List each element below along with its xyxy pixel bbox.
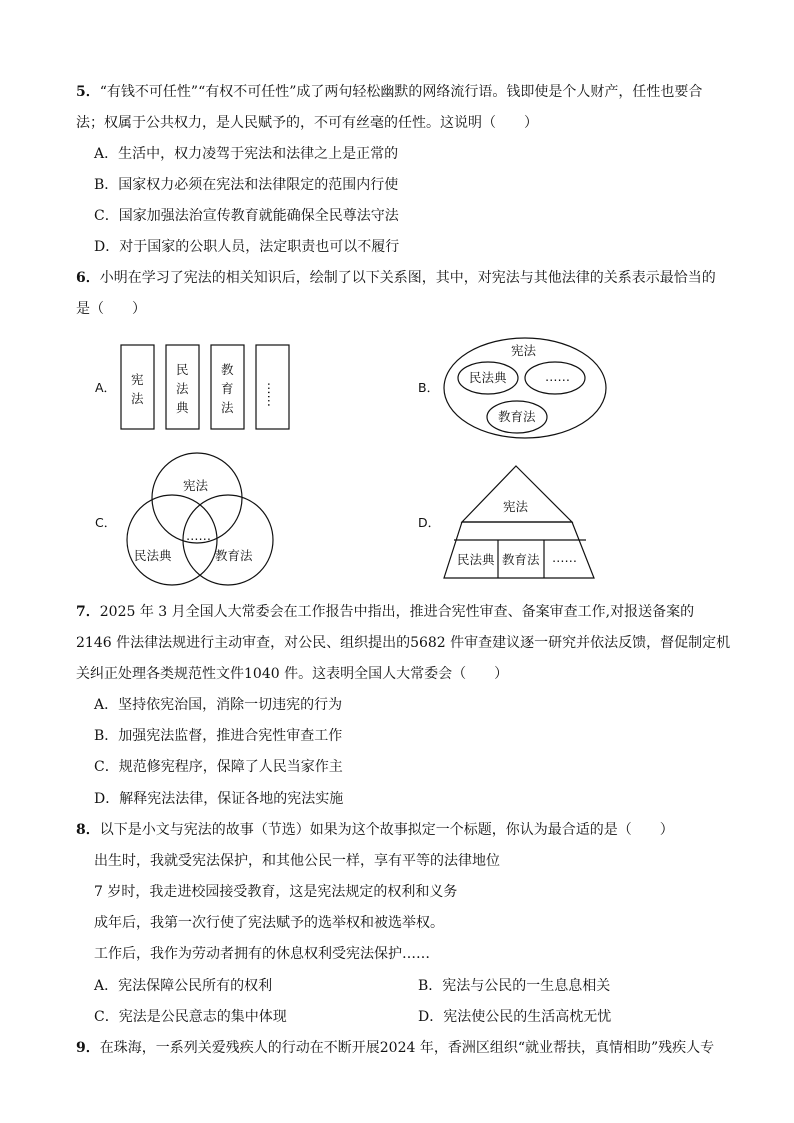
q8-story-2: 7 岁时，我走进校园接受教育，这是宪法规定的权利和义务 xyxy=(94,884,458,900)
q5-line2: 法；权属于公共权力，是人民赋予的，不可有丝毫的任性。这说明（ ） xyxy=(76,115,538,131)
diagram-a-label: A． xyxy=(95,380,117,395)
diagram-c-center-text: …… xyxy=(186,528,211,543)
q8-story-4: 工作后，我作为劳动者拥有的休息权利受宪法保护…… xyxy=(94,946,430,962)
diagram-d-top-text: 宪法 xyxy=(503,499,529,514)
diagram-c-left-text: 民法典 xyxy=(134,548,172,563)
diagram-a-box3-char1: 教 xyxy=(221,362,234,377)
q7-line1 xyxy=(76,602,694,622)
q6-text1: 小明在学习了宪法的相关知识后，绘制了以下关系图，其中，对宪法与其他法律的关系表示最恰当的 xyxy=(99,270,716,286)
q5-number: 5． xyxy=(76,84,100,100)
diagram-d-label: D． xyxy=(418,515,441,530)
diagram-a-box1-char2: 法 xyxy=(131,391,144,406)
diagram-b-label: B． xyxy=(418,380,440,395)
diagram-a-box-1 xyxy=(121,345,154,429)
q5-text1: “有钱不可任性”“有权不可任性”成了两句轻松幽默的网络流行语。钱即使是个人财产，任性也要合 xyxy=(99,84,703,100)
diagram-a-box3-char2: 育 xyxy=(221,381,234,396)
q9-text1: 在珠海，一系列关爱残疾人的行动在不断开展2024 年，香洲区组织“就业帮扶，真情相助”残疾人专 xyxy=(99,1040,715,1056)
diagram-d-bottom-2-text: 教育法 xyxy=(502,552,540,567)
q6-line2: 是（ ） xyxy=(76,301,146,317)
diagram-c-top-text: 宪法 xyxy=(183,478,209,493)
diagram-a-box1-char1: 宪 xyxy=(131,372,144,387)
q5-option-b[interactable]: B．国家权力必须在宪法和法律限定的范围内行使 xyxy=(94,177,399,193)
q8-option-c[interactable]: C．宪法是公民意志的集中体现 xyxy=(94,1009,287,1025)
q9-line1 xyxy=(76,1038,714,1058)
diagram-b-outer-text: 宪法 xyxy=(511,343,537,358)
q8-option-d[interactable]: D．宪法使公民的生活高枕无忧 xyxy=(418,1009,612,1025)
diagram-a-box2-char2: 法 xyxy=(176,381,189,396)
q7-option-d[interactable]: D．解释宪法法律，保证各地的宪法实施 xyxy=(94,791,344,807)
q7-option-b[interactable]: B．加强宪法监督，推进合宪性审查工作 xyxy=(94,728,343,744)
q7-number: 7． xyxy=(76,604,100,620)
q5-option-c[interactable]: C．国家加强法治宣传教育就能确保全民尊法守法 xyxy=(94,208,399,224)
diagram-b-inner-2-text: …… xyxy=(545,369,570,384)
q5-option-a[interactable]: A．生活中，权力凌驾于宪法和法律之上是正常的 xyxy=(94,146,399,162)
q8-option-b[interactable]: B．宪法与公民的一生息息相关 xyxy=(418,978,611,994)
diagram-a-box4-ellipsis: …… xyxy=(265,382,280,407)
q7-option-c[interactable]: C．规范修宪程序，保障了人民当家作主 xyxy=(94,759,343,775)
q7-option-a[interactable]: A．坚持依宪治国，消除一切违宪的行为 xyxy=(94,697,343,713)
diagram-c-right-text: 教育法 xyxy=(215,548,253,563)
diagram-a-box2-char1: 民 xyxy=(176,362,189,377)
q6-number: 6． xyxy=(76,270,100,286)
q8-story-3: 成年后，我第一次行使了宪法赋予的选举权和被选举权。 xyxy=(94,915,444,931)
q8-number: 8． xyxy=(76,822,100,838)
q9-number: 9． xyxy=(76,1040,100,1056)
diagram-b-inner-1-text: 民法典 xyxy=(469,370,507,385)
diagram-a-box2-char3: 典 xyxy=(176,400,189,415)
diagram-d-bottom-1-text: 民法典 xyxy=(457,552,495,567)
q7-line2: 2146 件法律法规进行主动审查，对公民、组织提出的5682 件审查建议逐一研究并依法反馈，督促制定机 xyxy=(76,635,731,651)
diagram-c-label: C． xyxy=(95,515,117,530)
q8-option-a[interactable]: A．宪法保障公民所有的权利 xyxy=(94,978,273,994)
q8-line1 xyxy=(76,820,674,840)
q8-story-1: 出生时，我就受宪法保护，和其他公民一样，享有平等的法律地位 xyxy=(94,853,500,869)
q5-option-d[interactable]: D．对于国家的公职人员，法定职责也可以不履行 xyxy=(94,239,400,255)
q7-line3: 关纠正处理各类规范性文件1040 件。这表明全国人大常委会（ ） xyxy=(76,666,509,682)
diagram-d-bottom-3-text: …… xyxy=(552,550,577,565)
q7-text1: 2025 年 3 月全国人大常委会在工作报告中指出，推进合宪性审查、备案审查工作,对报送备案的 xyxy=(99,604,695,620)
diagram-b-inner-3-text: 教育法 xyxy=(498,409,536,424)
q8-text1: 以下是小文与宪法的故事（节选）如果为这个故事拟定一个标题，你认为最合适的是（ ） xyxy=(99,822,674,838)
diagram-a-box3-char3: 法 xyxy=(221,400,234,415)
